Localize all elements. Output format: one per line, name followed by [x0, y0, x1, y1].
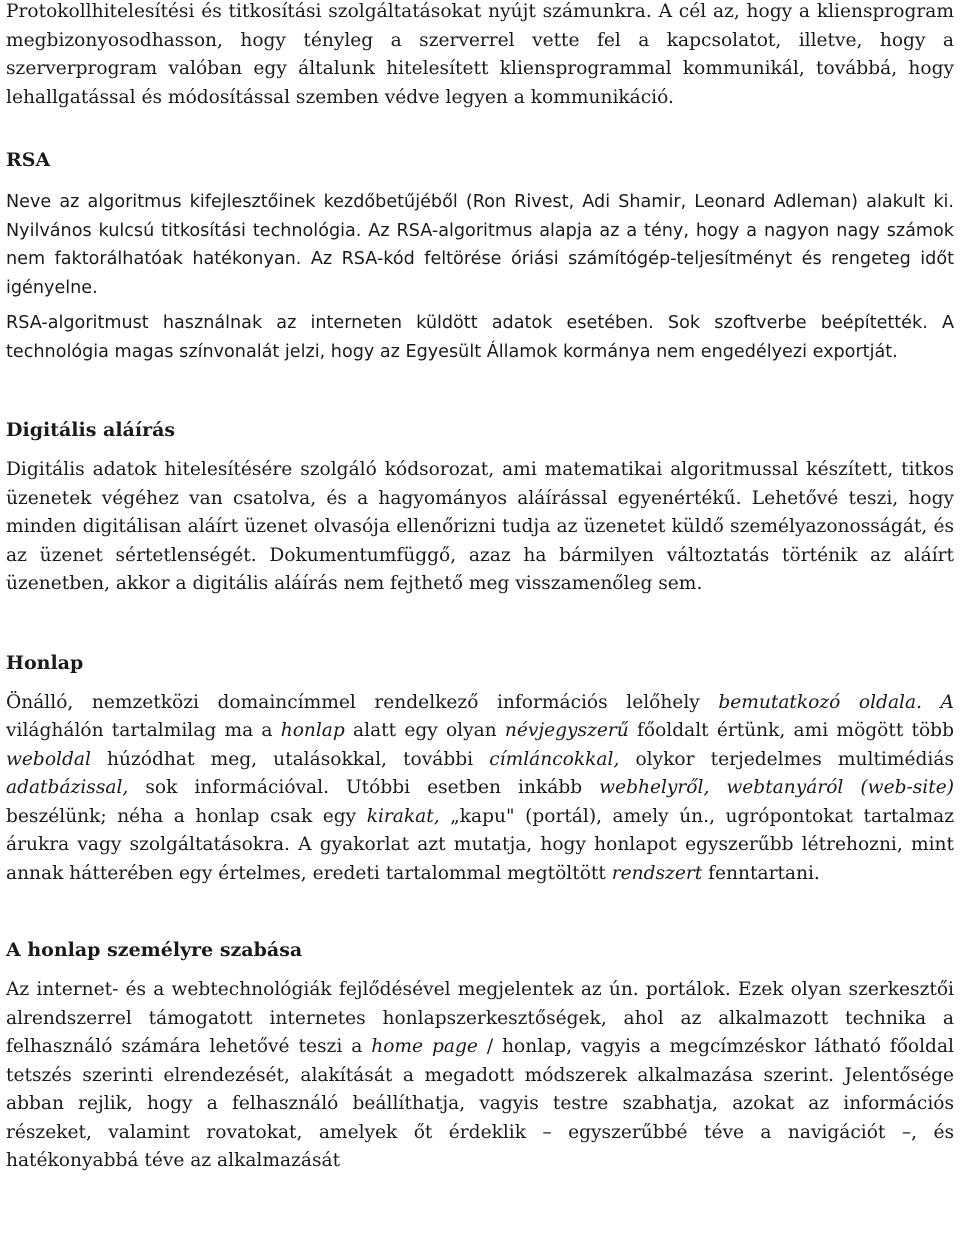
- homepage-text-9: „kapu" (portál), amely ún., ugrópontokat tartalmaz árukra vagy szolgáltatásokra. A gyakorlat azt mutatja, hogy honlapot egyszerűbb létrehozni, mint annak hátterében egy értelmes, eredeti tartalommal megtöltött: [6, 805, 954, 884]
- rsa-paragraph-1: Neve az algoritmus kifejlesztőinek kezdőbetűjéből (Ron Rivest, Adi Shamir, Leonard Adleman) alakult ki. Nyilvános kulcsú titkosítási technológia. Az RSA-algoritmus alapja az a tény, hogy a nagyon nagy számok nem faktorálhatóak hatékonyan. Az RSA-kód feltörése óriási számítógép-teljesítményt és rengeteg időt igényelne.: [6, 192, 954, 298]
- personalize-paragraph: [6, 976, 954, 1176]
- digital-signature-paragraph: Digitális adatok hitelesítésére szolgáló kódsorozat, ami matematikai algoritmussal készített, titkos üzenetek végéhez van csatolva, és a hagyományos aláírással egyenértékű. Lehetővé teszi, hogy minden digitálisan aláírt üzenet olvasója ellenőrizni tudja az üzenetet küldő személyazonosságát, és az üzenet sértetlenségét. Dokumentumfüggő, azaz ha bármilyen változtatás történik az aláírt üzenetben, akkor a digitális aláírás nem fejthető meg visszamenőleg sem.: [6, 459, 954, 594]
- homepage-italic-6: adatbázissal,: [6, 777, 129, 798]
- homepage-italic-9: rendszert: [611, 862, 703, 884]
- homepage-italic-7: webhelyről, webtanyáról (web-site): [599, 777, 954, 798]
- intro-paragraph: Protokollhitelesítési és titkosítási szolgáltatásokat nyújt számunkra. A cél az, hogy a kliensprogram megbizonyosodhasson, hogy tényleg a szerverrel vette fel a kapcsolatot, illetve, hogy a szerverprogram valóban egy általunk hitelesített kliensprogrammal kommunikál, továbbá, hogy lehallgatással és módosítással szemben védve legyen a kommunikáció.: [6, 1, 954, 108]
- homepage-text-2: világhálón tartalmilag ma a: [6, 720, 281, 741]
- homepage-text-1: Önálló, nemzetközi domaincímmel rendelkező információs lelőhely: [6, 691, 719, 713]
- digital-signature-section: [6, 416, 954, 599]
- rsa-paragraph-2: RSA-algoritmust használnak az interneten küldött adatok esetében. Sok szoftverbe beépítették. A technológia magas színvonalát jelzi, hogy az Egyesült Államok kormánya nem engedélyezi exportját.: [6, 313, 954, 362]
- personalize-section: [6, 936, 954, 1176]
- homepage-italic-2: honlap: [280, 720, 345, 741]
- homepage-paragraph: [6, 689, 954, 889]
- rsa-section: [6, 146, 954, 366]
- personalize-text-2: / honlap, vagyis a megcímzéskor látható főoldal tetszés szerinti elrendezését, alakítását a megadott módszerek alkalmazása szerint. Jelentősége abban rejlik, hogy a felhasználó beállíthatja, vagyis testre szabhatja, azokat az információs részeket, valamint rovatokat, amelyek őt érdeklik – egyszerűbbé téve a navigációt –, és hatékonyabbá téve az alkalmazását: [6, 1036, 954, 1171]
- personalize-text-1: Az internet- és a webtechnológiák fejlődésével megjelentek az ún. portálok. Ezek olyan szerkesztői alrendszerrel támogatott internetes honlapszerkesztőségek, ahol az alkalmazott technika a felhasználó számára lehetővé teszi a: [6, 979, 954, 1057]
- personalize-italic-1: home page: [371, 1036, 478, 1057]
- homepage-italic-1: bemutatkozó oldala. A: [718, 691, 954, 713]
- homepage-italic-4: weboldal: [6, 748, 91, 770]
- homepage-italic-3: névjegyszerű: [504, 720, 629, 741]
- personalize-heading: A honlap személyre szabása: [6, 939, 303, 961]
- homepage-section: [6, 649, 954, 889]
- homepage-text-4: főoldalt értünk, ami mögött több: [628, 720, 954, 741]
- homepage-text-10: fenntartani.: [702, 862, 820, 884]
- homepage-italic-5: címláncokkal,: [489, 748, 620, 770]
- homepage-text-3: alatt egy olyan: [344, 720, 505, 741]
- homepage-italic-8: kirakat,: [366, 805, 440, 827]
- homepage-text-8: beszélünk; néha a honlap csak egy: [6, 805, 367, 827]
- homepage-text-7: sok információval. Utóbbi esetben inkább: [128, 777, 600, 798]
- rsa-heading: RSA: [6, 149, 51, 171]
- homepage-text-6: olykor terjedelmes multimédiás: [619, 748, 954, 770]
- homepage-heading: Honlap: [6, 651, 84, 674]
- digital-signature-heading: Digitális aláírás: [6, 419, 176, 441]
- homepage-text-5: húzódhat meg, utalásokkal, további: [90, 748, 490, 770]
